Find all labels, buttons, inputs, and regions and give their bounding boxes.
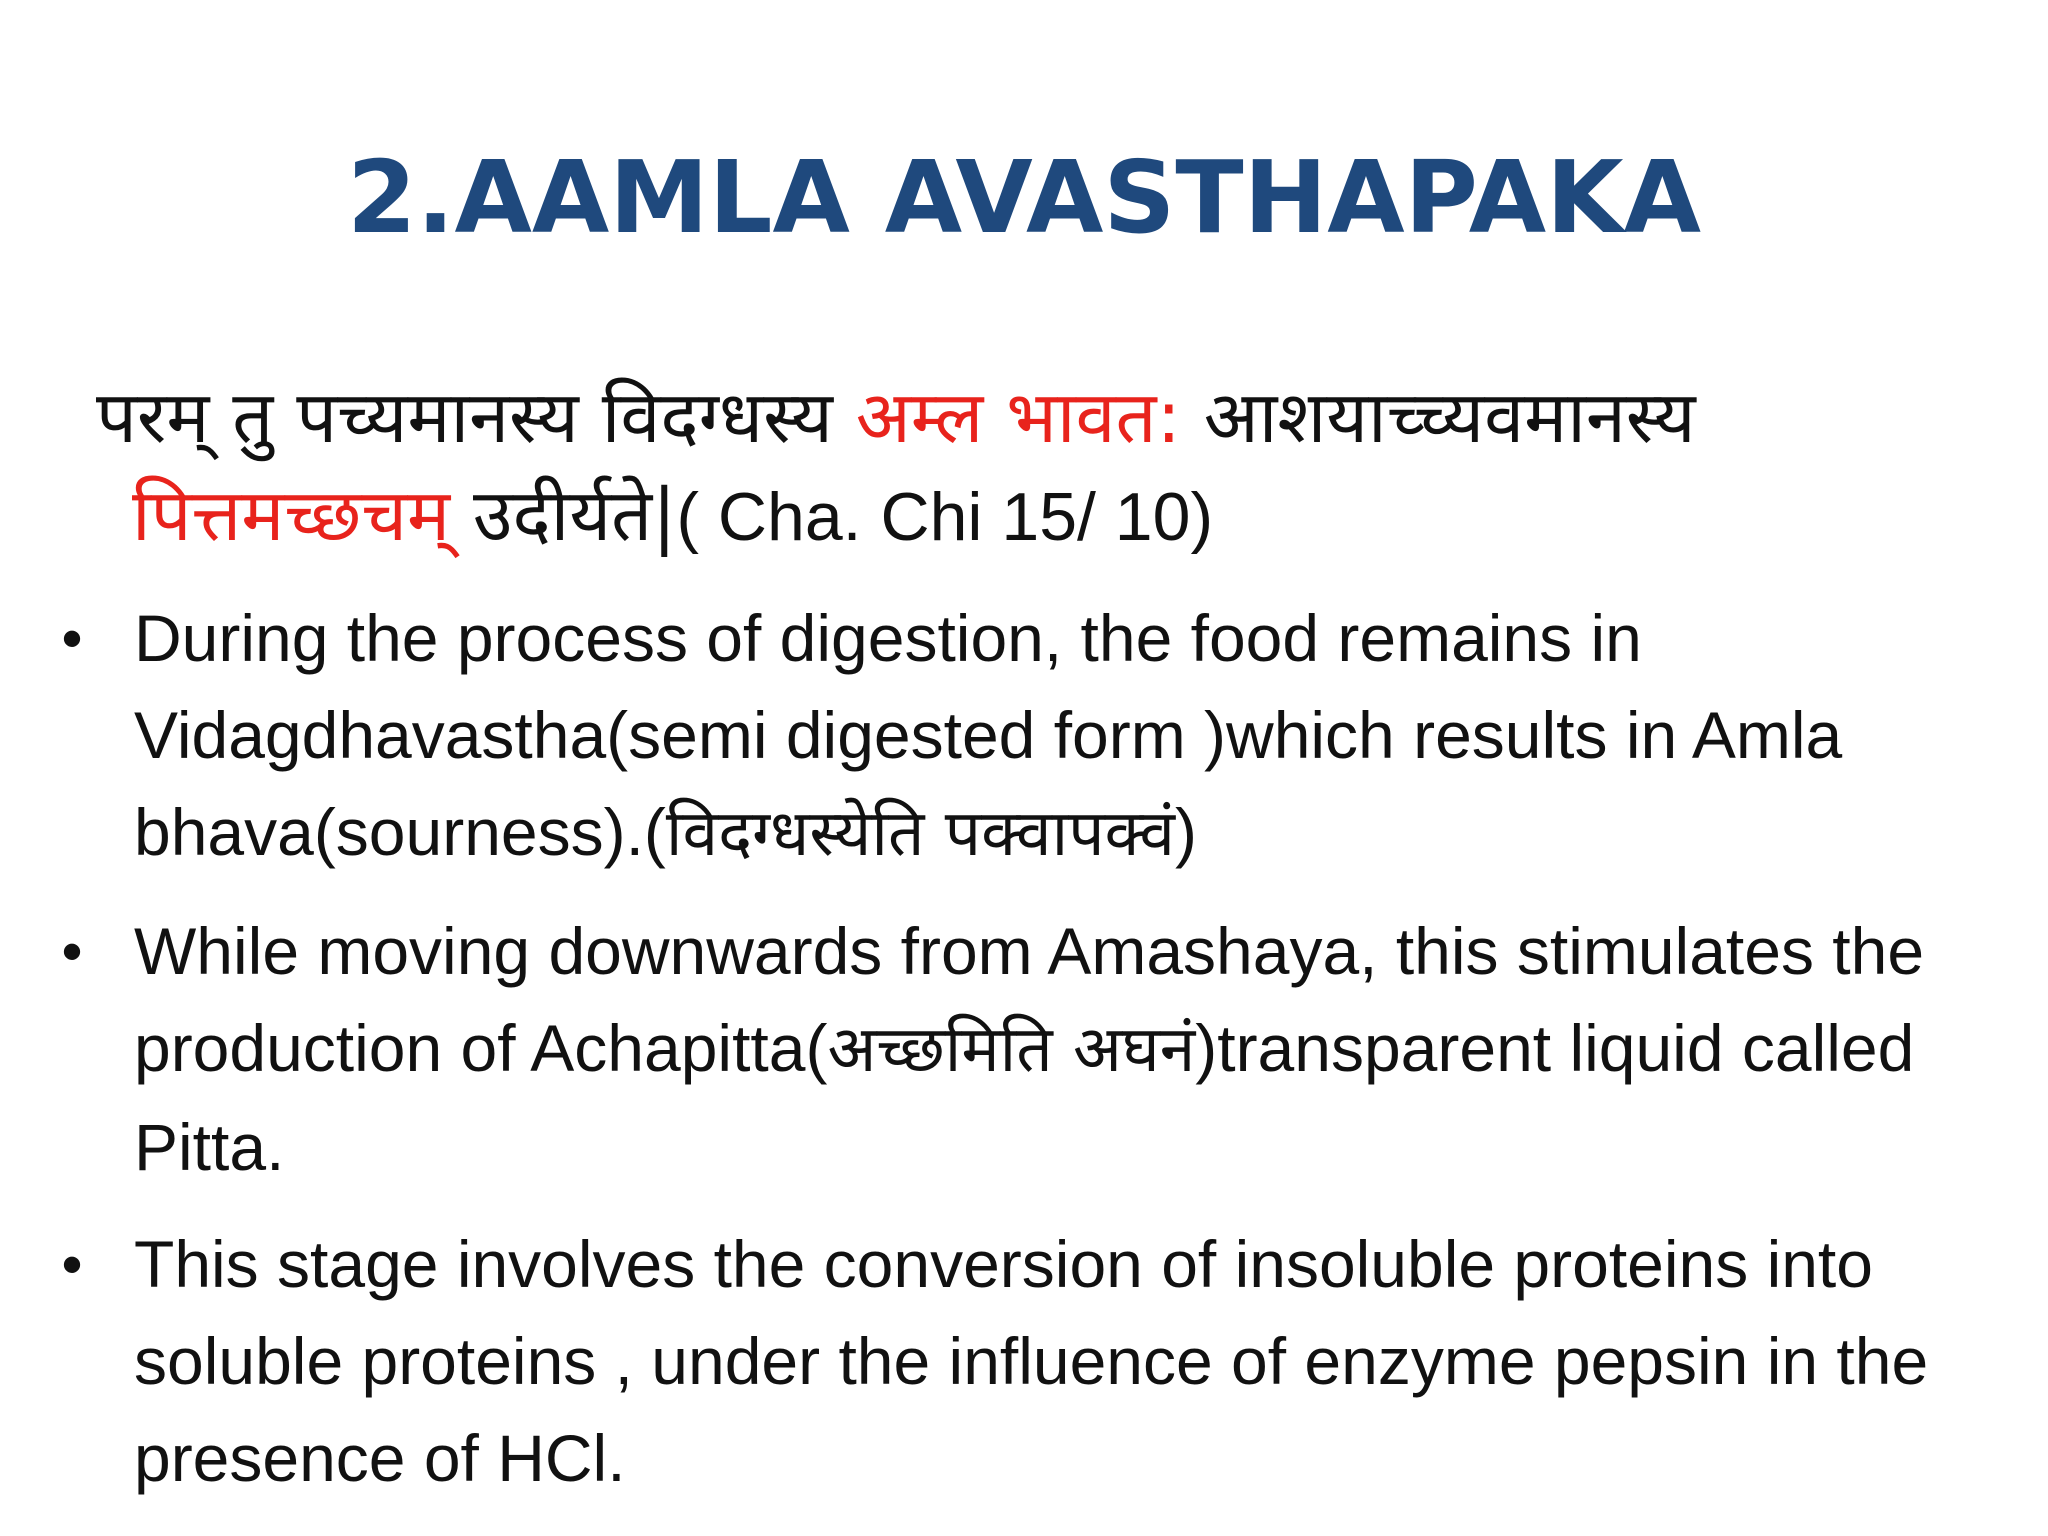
bullet-text: ): [1175, 795, 1198, 869]
bullet-text: This stage involves the conversion of insoluble proteins into soluble proteins , under the influence of enzyme pepsin in the presence of HCl.: [134, 1227, 1929, 1495]
verse-highlight: पित्तमच्छचम्: [132, 473, 451, 557]
verse-reference: ( Cha. Chi 15/ 10): [676, 479, 1214, 555]
bullet-icon: •: [61, 918, 83, 985]
slide-title: 2.AAMLA AVASTHAPAKA: [346, 139, 1702, 256]
bullet-sanskrit: विदग्धस्येति पक्वापक्वं: [665, 797, 1176, 871]
bullet-item: [52, 903, 1992, 1196]
verse-text: आशयाच्च्यवमानस्य: [1180, 375, 1696, 459]
verse-text: परम् तु पच्यमानस्य विदग्धस्य: [96, 375, 856, 459]
verse-line1: [96, 375, 1696, 459]
bullet-item: [52, 590, 1992, 883]
bullet-icon: •: [61, 605, 83, 672]
verse-line2: [96, 466, 1976, 566]
bullet-sanskrit: अच्छमिति अघनं: [827, 1013, 1196, 1087]
bullet-text: )transparent liquid called Pitta.: [134, 1011, 1915, 1184]
verse-text: उदीर्यते|: [450, 473, 677, 557]
bullet-text: While moving downwards from Amashaya, this stimulates the production of Achapitta(: [134, 914, 1925, 1085]
bullet-item: [52, 1216, 1992, 1507]
bullet-list: [52, 590, 1992, 1527]
sanskrit-verse: [96, 368, 1976, 566]
bullet-icon: •: [61, 1231, 83, 1298]
bullet-text: During the process of digestion, the food remains in Vidagdhavastha(semi digested form )which results in Amla bhava(sourness).(: [134, 601, 1843, 869]
verse-highlight: अम्ल भावत:: [855, 375, 1181, 459]
